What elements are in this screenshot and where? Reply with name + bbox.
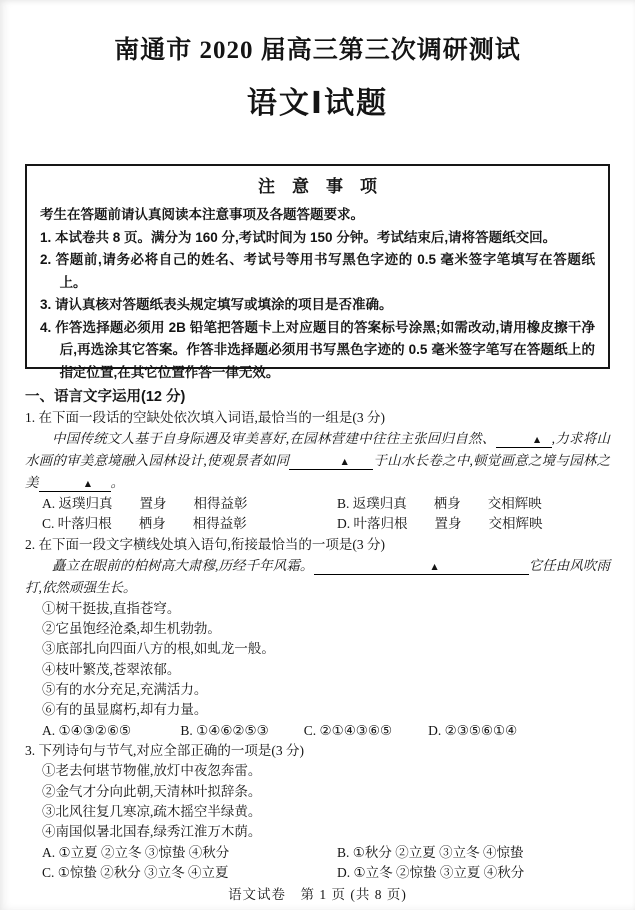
q1-options-row-1 <box>25 494 610 515</box>
q2-option-a: A. ①④③②⑥⑤ <box>42 722 132 738</box>
q1-options-row-2 <box>25 514 610 535</box>
q2-passage-text-2: 它任由风吹雨打,依然顽强生长。 <box>25 558 611 595</box>
main-content <box>25 386 610 884</box>
notice-item-3: 3. 请认真核对答题纸表头规定填写或填涂的项目是否准确。 <box>40 297 393 312</box>
q2-options-row <box>25 721 610 742</box>
q1-option-a: A. 返璞归真 置身 相得益彰 <box>42 495 248 511</box>
q1-blank-3 <box>39 476 111 492</box>
q2-sentence-1: ①树干挺拔,直指苍穹。 <box>42 600 181 616</box>
question-3-stem: 3. 下列诗句与节气,对应全部正确的一项是(3 分) <box>25 743 304 759</box>
q2-passage-text-1: 矗立在眼前的柏树高大肃穆,历经千年风霜。 <box>52 558 314 574</box>
question-2-passage <box>25 555 610 599</box>
q1-passage-text-1: 中国传统文人基于自身际遇及审美喜好,在园林营建中往往主张回归自然、 <box>52 431 496 447</box>
question-2-stem: 2. 在下面一段文字横线处填入语句,衔接最恰当的一项是(3 分) <box>25 536 385 552</box>
question-1-passage <box>25 428 610 493</box>
q1-blank-2 <box>289 454 373 470</box>
q2-sentence-3: ③底部扎向四面八方的根,如虬龙一般。 <box>42 641 275 657</box>
q2-sentence-4: ④枝叶繁茂,苍翠浓郁。 <box>42 661 181 677</box>
q3-option-b: B. ①秋分 ②立夏 ③立冬 ④惊蛰 <box>337 844 524 860</box>
q2-blank-1 <box>314 559 529 575</box>
q2-sentence-2: ②它虽饱经沧桑,却生机勃勃。 <box>42 621 221 637</box>
q2-option-d: D. ②③⑤⑥①④ <box>428 722 518 738</box>
q3-verse-2: ②金气才分向此朝,天清林叶拟辞条。 <box>42 783 262 799</box>
page-footer: 语文试卷 第 1 页 (共 8 页) <box>228 887 407 902</box>
q3-options-row-1 <box>25 843 610 864</box>
q1-blank-1 <box>496 432 552 448</box>
section-heading: 一、语言文字运用(12 分) <box>25 389 186 405</box>
q3-verse-1: ①老去何堪节物催,放灯中夜忽奔雷。 <box>42 763 262 779</box>
blank-triangle-icon: ▲ <box>82 479 94 490</box>
q1-passage-text-2: ,力求将山水画的审美意境融入园林设计,使观景者如同 <box>25 431 610 469</box>
notice-intro: 考生在答题前请认真阅读本注意事项及各题答题要求。 <box>40 207 364 222</box>
q3-options-row-2 <box>25 863 610 884</box>
notice-box <box>25 164 610 380</box>
q3-verse-4: ④南国似暑北国春,绿秀江淮万木荫。 <box>42 824 262 840</box>
q2-option-b: B. ①④⑥②⑤③ <box>180 722 269 738</box>
q1-option-d: D. 叶落归根 置身 交相辉映 <box>337 516 543 532</box>
blank-triangle-icon: ▲ <box>429 562 440 574</box>
q1-passage-text-3: 于山水长卷之中,顿觉画意之境与园林之美 <box>25 453 611 490</box>
q3-option-d: D. ①立冬 ②惊蛰 ③立夏 ④秋分 <box>337 865 525 881</box>
page-title: 南通市 2020 届高三第三次调研测试 <box>114 37 521 64</box>
q3-verse-3: ③北风往复几寒凉,疏木摇空半绿黄。 <box>42 804 262 820</box>
q3-option-a: A. ①立夏 ②立冬 ③惊蛰 ④秋分 <box>42 844 230 860</box>
question-1-stem: 1. 在下面一段话的空缺处依次填入词语,最恰当的一组是(3 分) <box>25 410 385 425</box>
notice-item-4: 4. 作答选择题必须用 2B 铅笔把答题卡上对应题目的答案标号涂黑;如需改动,请用橡皮擦干净后,再选涂其它答案。作答非选择题必须用书写黑色字迹的 0.5 毫米签字笔写在答题纸上的指定位置,在其它位置作答一律无效。 <box>40 319 595 380</box>
page-subtitle: 语文Ⅰ试题 <box>246 87 389 120</box>
q2-sentence-6: ⑥有的虽显腐朽,却有力量。 <box>42 702 208 718</box>
notice-item-2: 2. 答题前,请务必将自己的姓名、考试号等用书写黑色字迹的 0.5 毫米签字笔填写在答题纸上。 <box>40 252 595 290</box>
q1-option-b: B. 返璞归真 栖身 交相辉映 <box>337 495 542 511</box>
q1-passage-text-4: 。 <box>110 475 124 490</box>
blank-triangle-icon: ▲ <box>531 435 543 447</box>
notice-heading: 注 意 事 项 <box>258 177 377 196</box>
q2-sentence-5: ⑤有的水分充足,充满活力。 <box>42 681 208 697</box>
notice-item-1: 1. 本试卷共 8 页。满分为 160 分,考试时间为 150 分钟。考试结束后,请将答题纸交回。 <box>40 229 557 245</box>
q1-option-c: C. 叶落归根 栖身 相得益彰 <box>42 516 247 532</box>
blank-triangle-icon: ▲ <box>339 457 350 469</box>
q2-option-c: C. ②①④③⑥⑤ <box>303 722 393 738</box>
q3-option-c: C. ①惊蛰 ②秋分 ③立冬 ④立夏 <box>42 865 229 881</box>
